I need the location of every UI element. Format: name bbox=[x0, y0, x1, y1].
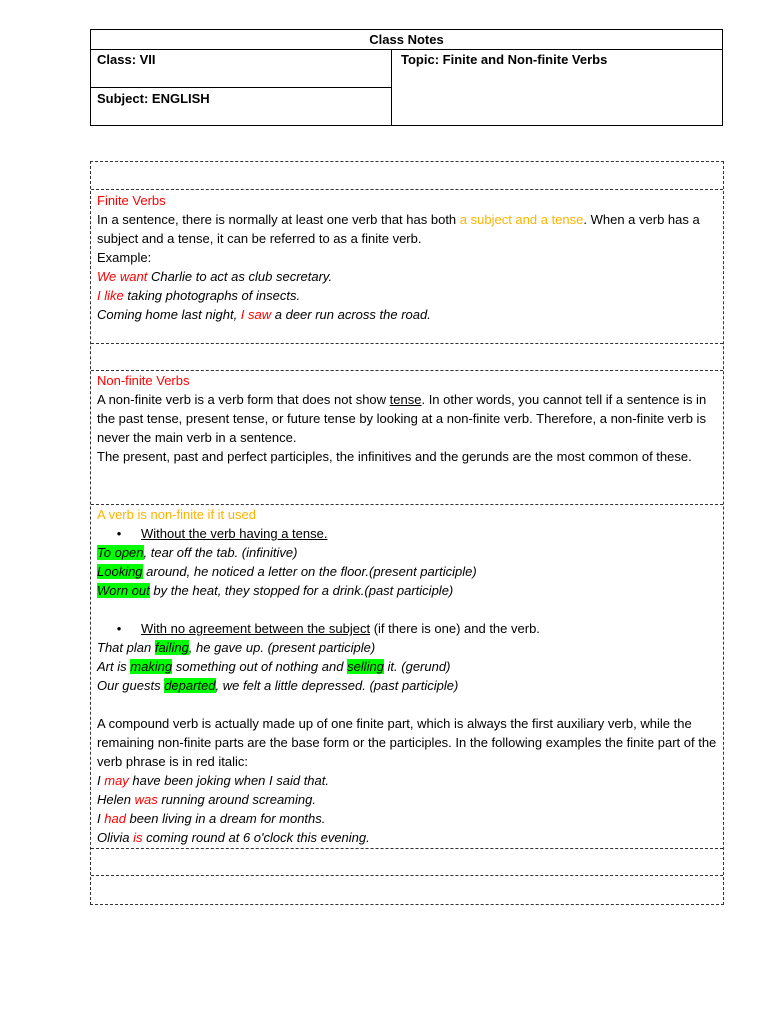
text: Olivia bbox=[97, 830, 134, 845]
divider bbox=[91, 343, 723, 344]
highlight-text: Looking bbox=[97, 564, 143, 579]
text: I bbox=[97, 811, 105, 826]
highlight-text: making bbox=[130, 659, 173, 674]
nonfinite-paragraph bbox=[97, 390, 717, 447]
finite-paragraph bbox=[97, 210, 717, 248]
text: Art is bbox=[97, 659, 131, 674]
example-line bbox=[97, 657, 717, 676]
text: been living in a dream for months. bbox=[125, 811, 326, 826]
nonfinite-heading: Non-finite Verbs bbox=[97, 373, 190, 388]
text: running around screaming. bbox=[157, 792, 316, 807]
nonfinite-usage bbox=[97, 505, 717, 847]
highlight-text: To open bbox=[97, 545, 144, 560]
text: a deer run across the road. bbox=[271, 307, 431, 322]
text: (if there is one) and the verb. bbox=[370, 621, 540, 636]
finite-verb: is bbox=[133, 830, 143, 845]
bullet-icon: • bbox=[116, 526, 122, 541]
text: That plan bbox=[97, 640, 155, 655]
underlined-text: tense bbox=[389, 392, 422, 407]
example-line bbox=[97, 676, 717, 695]
example-line bbox=[97, 543, 717, 562]
text: something out of nothing and bbox=[172, 659, 348, 674]
finite-verb: I like bbox=[97, 288, 124, 303]
nonfinite-paragraph-2: The present, past and perfect participles, the infinitives and the gerunds are the most common of these. bbox=[97, 449, 692, 464]
text: coming round at 6 o'clock this evening. bbox=[142, 830, 370, 845]
text: . When a verb has a subject and a tense, it can be referred to as a finite verb. bbox=[97, 212, 700, 246]
spacer bbox=[97, 695, 717, 714]
text: , we felt a little depressed. (past participle) bbox=[215, 678, 459, 693]
example-line bbox=[97, 562, 717, 581]
bullet-icon: • bbox=[116, 621, 122, 636]
highlight-text: failing bbox=[154, 640, 189, 655]
highlight-text: departed bbox=[164, 678, 216, 693]
text: In a sentence, there is normally at least one verb that has both bbox=[97, 212, 460, 227]
topic-cell: Topic: Finite and Non-finite Verbs bbox=[401, 52, 608, 67]
example-line bbox=[97, 790, 717, 809]
text: by the heat, they stopped for a drink.(past participle) bbox=[149, 583, 454, 598]
highlight-text: selling bbox=[347, 659, 384, 674]
usage-heading: A verb is non-finite if it used bbox=[97, 507, 256, 522]
finite-verb: had bbox=[104, 811, 126, 826]
text: A non-finite verb is a verb form that does not show bbox=[97, 392, 390, 407]
bullet-text: Without the verb having a tense. bbox=[141, 526, 328, 541]
example-line bbox=[97, 581, 717, 600]
text: Helen bbox=[97, 792, 135, 807]
finite-verb: may bbox=[104, 773, 129, 788]
finite-heading: Finite Verbs bbox=[97, 193, 166, 208]
text: I bbox=[97, 773, 105, 788]
example-label: Example: bbox=[97, 250, 152, 265]
page-title: Class Notes bbox=[91, 30, 722, 50]
text: , he gave up. (present participle) bbox=[188, 640, 376, 655]
example-line bbox=[97, 771, 717, 790]
example-line bbox=[97, 809, 717, 828]
finite-section bbox=[97, 191, 717, 324]
example-line bbox=[97, 286, 717, 305]
example-line bbox=[97, 638, 717, 657]
compound-paragraph: A compound verb is actually made up of one finite part, which is always the first auxiliary verb, while the remaining non-finite parts are the base form or the participles. In the following examples the finite part of the verb phrase is in red italic: bbox=[97, 716, 717, 769]
text: taking photographs of insects. bbox=[123, 288, 301, 303]
bullet-text: With no agreement between the subject bbox=[141, 621, 371, 636]
example-line bbox=[97, 828, 717, 847]
spacer bbox=[97, 600, 717, 619]
finite-verb: We want bbox=[97, 269, 148, 284]
divider bbox=[91, 189, 723, 190]
text: Coming home last night, bbox=[97, 307, 241, 322]
text: Charlie to act as club secretary. bbox=[147, 269, 333, 284]
finite-verb: I saw bbox=[240, 307, 272, 322]
text: around, he noticed a letter on the floor.(present participle) bbox=[142, 564, 477, 579]
bullet-item bbox=[97, 619, 717, 638]
notes-box bbox=[90, 161, 724, 905]
text: . In other words, you cannot tell if a sentence is in the past tense, present tense, or future tense by looking at a non-finite verb. Therefore, a non-finite verb is never the main verb in a sentence. bbox=[97, 392, 707, 445]
example-line bbox=[97, 305, 717, 324]
text: have been joking when I said that. bbox=[128, 773, 329, 788]
highlight-text: a subject and a tense bbox=[459, 212, 584, 227]
class-cell: Class: VII bbox=[91, 50, 392, 88]
text: Our guests bbox=[97, 678, 165, 693]
divider bbox=[91, 848, 723, 849]
example-line bbox=[97, 267, 717, 286]
text: , tear off the tab. (infinitive) bbox=[143, 545, 298, 560]
text: it. (gerund) bbox=[383, 659, 451, 674]
divider bbox=[91, 875, 723, 876]
subject-cell: Subject: ENGLISH bbox=[91, 88, 392, 125]
bullet-item bbox=[97, 524, 717, 543]
highlight-text: Worn out bbox=[97, 583, 150, 598]
header-table bbox=[90, 29, 723, 126]
finite-verb: was bbox=[134, 792, 158, 807]
nonfinite-section bbox=[97, 371, 717, 466]
